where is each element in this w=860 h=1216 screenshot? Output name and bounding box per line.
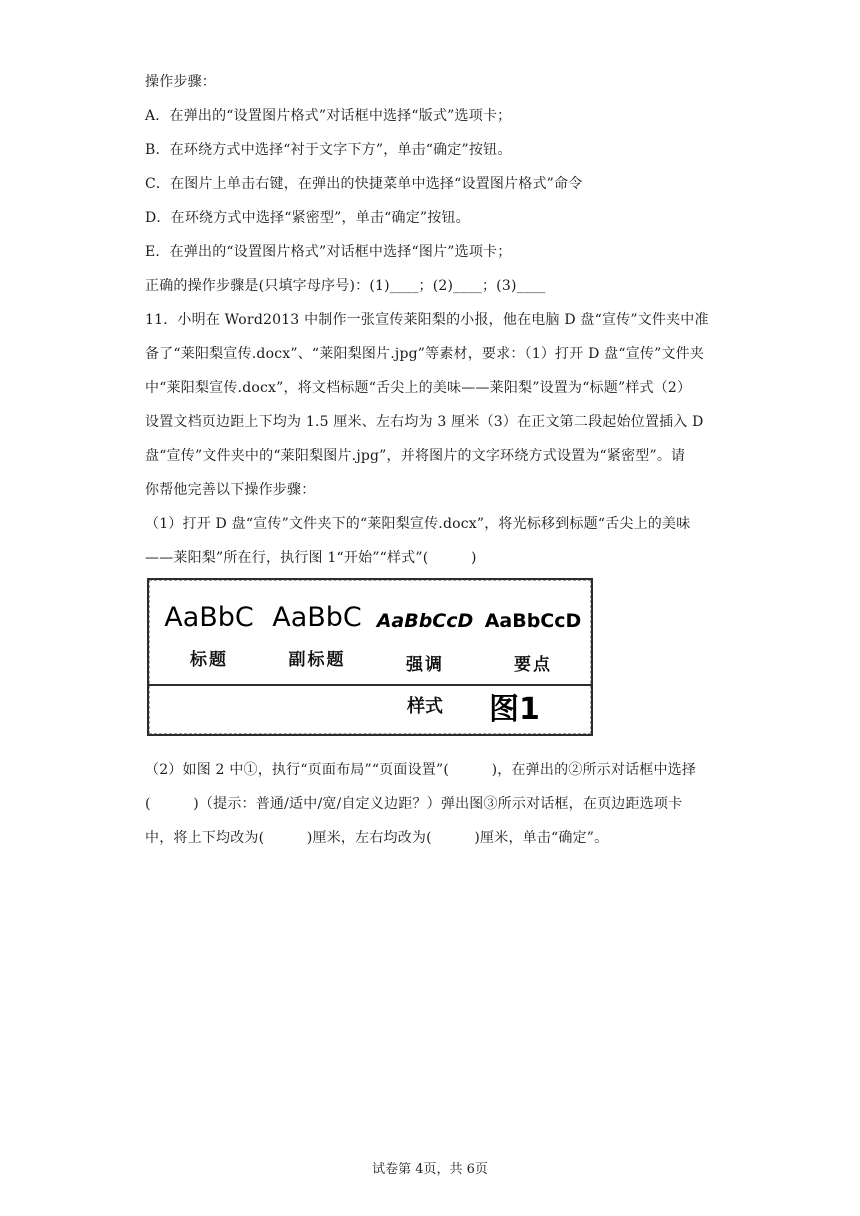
style-sample: AaBbC [164,602,254,633]
figure-number: 图1 [489,692,540,727]
steps-heading: 操作步骤： [145,74,216,90]
sub-question-1-line-1: （1）打开 D 盘“宣传”文件夹下的“莱阳梨宣传.docx”，将光标移到标题“舌尖上的美味 [145,516,691,532]
style-sample: AaBbCcD [484,610,582,632]
figure-1-styles-gallery [147,578,593,736]
step-e: E．在弹出的“设置图片格式”对话框中选择“图片”选项卡； [145,244,512,260]
style-sample: AaBbC [272,602,362,633]
question-11-line-2: 备了“莱阳梨宣传.docx”、“莱阳梨图片.jpg”等素材，要求：（1）打开 D 盘“宣传”文件夹 [145,346,705,362]
style-emphasis [375,610,475,675]
sub-question-2-line-3: 中，将上下均改为( )厘米，左右均改为( )厘米，单击“确定”。 [145,830,609,846]
question-11-line-6: 你帮他完善以下操作步骤： [145,482,316,498]
style-name: 强调 [406,655,444,675]
question-11-line-4: 设置文档页边距上下均为 1.5 厘米、左右均为 3 厘米（3）在正文第二段起始位置插入 D [145,414,704,430]
question-11-line-3: 中“莱阳梨宣传.docx”，将文档标题“舌尖上的美味——莱阳梨”设置为“标题”样式（2） [145,380,692,396]
answer-prompt: 正确的操作步骤是(只填字母序号)：(1)____；(2)____；(3)____ [145,278,546,294]
question-11-line-1: 11．小明在 Word2013 中制作一张宣传莱阳梨的小报，他在电脑 D 盘“宣传”文件夹中准 [145,312,709,328]
step-d: D．在环绕方式中选择“紧密型”，单击“确定”按钮。 [145,210,470,226]
sub-question-1-line-2: ——莱阳梨”所在行，执行图 1“开始”“样式”( ) [145,550,477,566]
page-footer: 试卷第 4页，共 6页 [372,1162,488,1177]
step-c: C．在图片上单击右键，在弹出的快捷菜单中选择“设置图片格式”命令 [145,176,583,192]
style-key-point [481,610,585,675]
style-name: 副标题 [288,650,346,670]
style-sample: AaBbCcD [376,610,474,632]
step-a: A．在弹出的“设置图片格式”对话框中选择“版式”选项卡； [145,108,512,124]
style-subtitle [267,602,367,670]
question-11-line-5: 盘“宣传”文件夹中的“莱阳梨图片.jpg”，并将图片的文字环绕方式设置为“紧密型”。请 [145,448,686,464]
style-title [159,602,259,670]
sub-question-2-line-1: （2）如图 2 中①，执行“页面布局”“页面设置”( )，在弹出的②所示对话框中选择 [145,762,697,778]
figure-group-caption: 样式 [407,696,443,717]
style-name: 标题 [190,650,228,670]
style-name: 要点 [514,655,552,675]
sub-question-2-line-2: ( )（提示：普通/适中/宽/自定义边距？）弹出图③所示对话框，在页边距选项卡 [145,796,683,812]
step-b: B．在环绕方式中选择“衬于文字下方”，单击“确定”按钮。 [145,142,512,158]
